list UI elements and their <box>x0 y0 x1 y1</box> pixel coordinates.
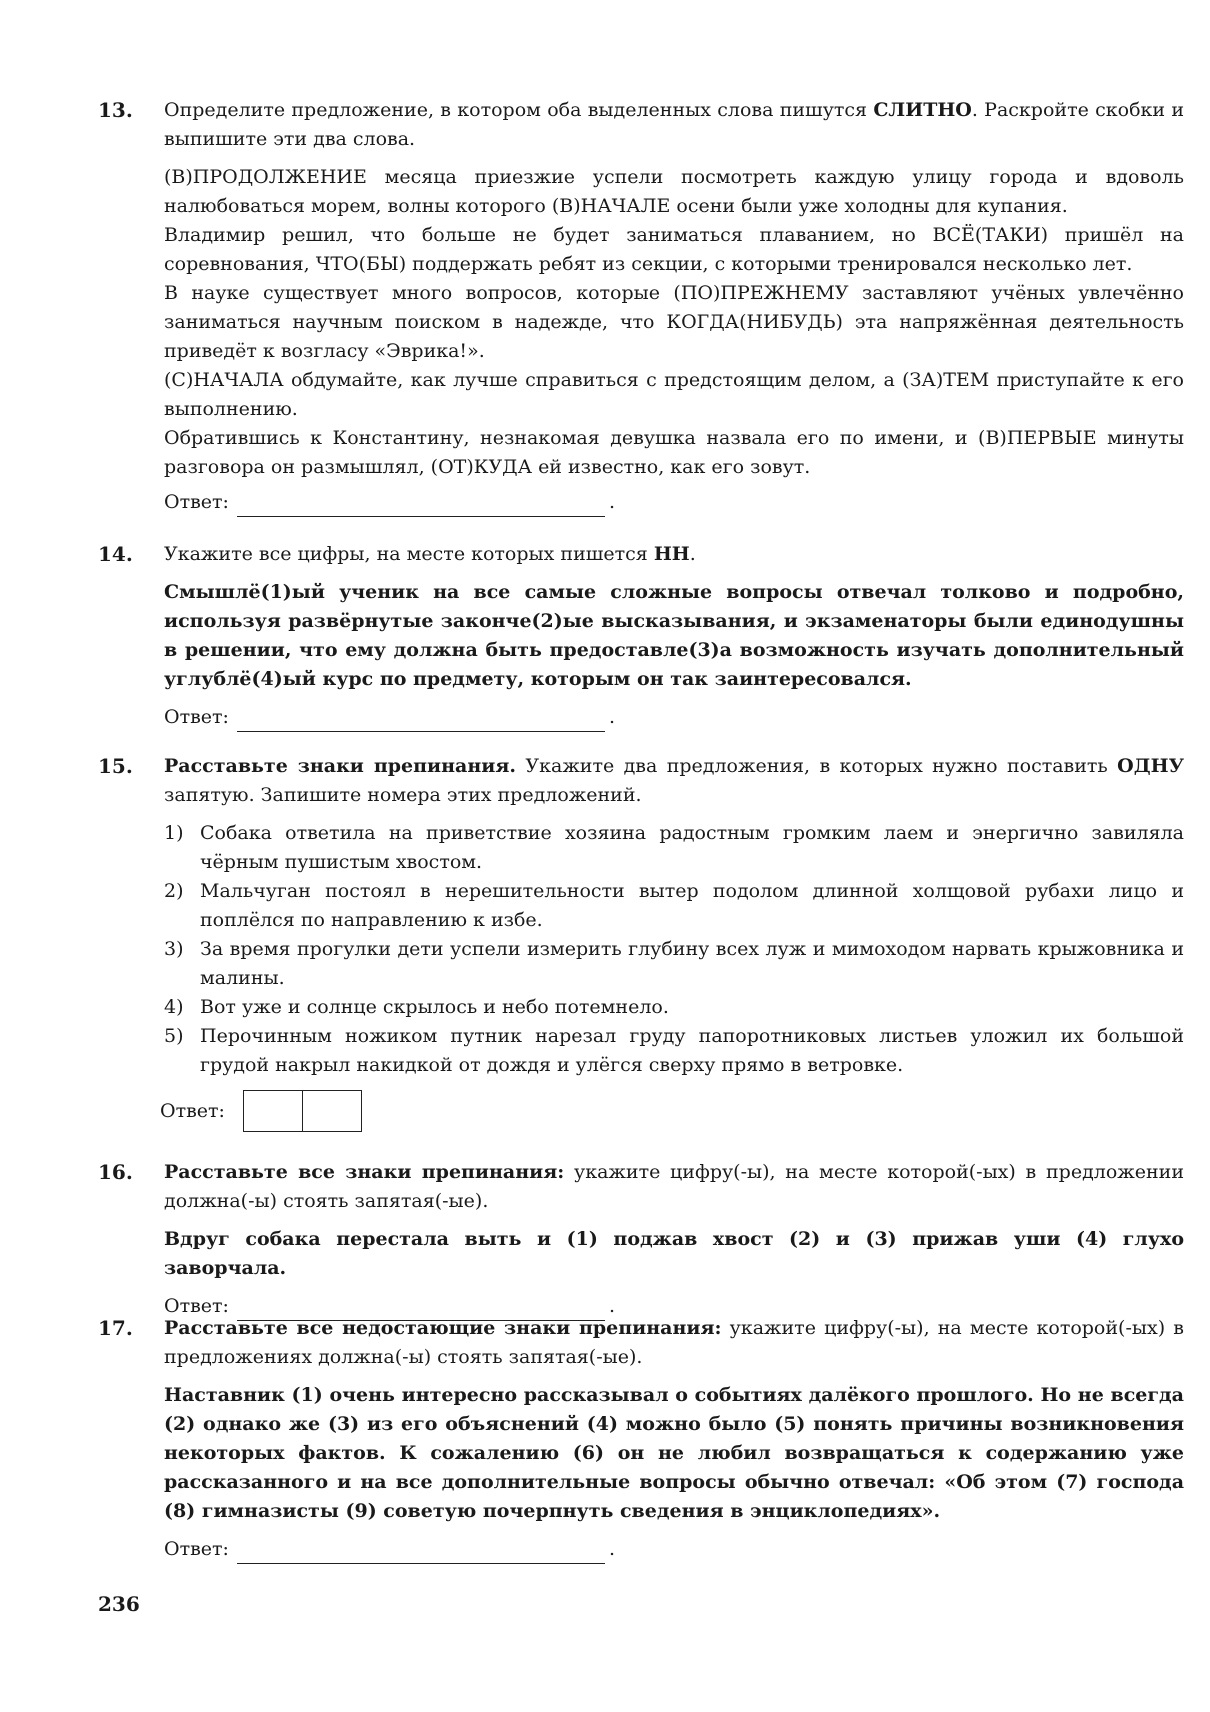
task-body <box>164 540 1184 732</box>
page-number: 236 <box>98 1592 140 1616</box>
task-number: 17. <box>98 1316 133 1340</box>
task-text: Наставник (1) очень интересно рассказывал о событиях далёкого прошлого. Но не всегда (2) однако же (3) из его объяснений (4) можно было (5) понять причины возникновения некоторых фактов. К сожалению (6) он не любил возвращаться к содержанию уже рассказанного и на все дополнительные вопросы обычно отвечал: «Об этом (7) господа (8) гимназисты (9) советую почерпнуть сведения в энциклопедиях». <box>164 1384 1184 1522</box>
answer-boxes <box>243 1090 362 1132</box>
answer-row <box>160 1090 1184 1132</box>
sentence-3: В науке существует много вопросов, которые (ПО)ПРЕЖНЕМУ заставляют учёных увлечённо заниматься научным поиском в надежде, что КОГДА(НИБУДЬ) эта напряжённая деятельность приведёт к возгласу «Эврика!». <box>164 282 1184 362</box>
sentence-1: (В)ПРОДОЛЖЕНИЕ месяца приезжие успели посмотреть каждую улицу города и вдоволь налюбоваться морем, волны которого (В)НАЧАЛЕ осени были уже холодны для купания. <box>164 166 1184 217</box>
sentence-list <box>164 819 1184 1080</box>
task-text: Смышлё(1)ый ученик на все самые сложные вопросы отвечал толково и подробно, используя развёрнутые законче(2)ые высказывания, и экзаменаторы были единодушны в решении, что ему должна быть предоставле(3)а возможность изучать дополнительный углублё(4)ый курс по предмету, которым он так заинтересовался. <box>164 581 1184 690</box>
sentence-2: Владимир решил, что больше не будет заниматься плаванием, но ВСЁ(ТАКИ) пришёл на соревнования, ЧТО(БЫ) поддержать ребят из секции, с которыми тренировался несколько лет. <box>164 224 1184 275</box>
answer-row: Ответ: . <box>164 1535 1184 1564</box>
list-item: 4) Вот уже и солнце скрылось и небо потемнело. <box>164 996 669 1018</box>
list-item: 5) Перочинным ножиком путник нарезал груду папоротниковых листьев уложил их большой грудой накрыл накидкой от дождя и улёгся сверху прямо в ветровке. <box>164 1025 1184 1076</box>
task-text: Вдруг собака перестала выть и (1) поджав хвост (2) и (3) прижав уши (4) глухо заворчала. <box>164 1228 1184 1279</box>
answer-label: Ответ: <box>164 1538 229 1560</box>
task-question: Расставьте знаки препинания. Укажите два предложения, в которых нужно поставить ОДНУ запятую. Запишите номера этих предложений. <box>164 755 1184 806</box>
task-body <box>164 96 1184 517</box>
task-question: Расставьте все недостающие знаки препинания: укажите цифру(-ы), на месте которой(-ых) в предложениях должна(-ы) стоять запятая(-ые). <box>164 1317 1184 1368</box>
answer-row: Ответ: . <box>164 703 1184 732</box>
list-item: 2) Мальчуган постоял в нерешительности вытер подолом длинной холщовой рубахи лицо и поплёлся по направлению к избе. <box>164 880 1184 931</box>
task-question: Расставьте все знаки препинания: укажите цифру(-ы), на месте которой(-ых) в предложении должна(-ы) стоять запятая(-ые). <box>164 1161 1184 1212</box>
answer-row: Ответ: . <box>164 1292 1184 1321</box>
answer-label: Ответ: <box>164 491 229 513</box>
answer-label: Ответ: <box>164 1295 229 1317</box>
answer-field[interactable] <box>237 494 605 517</box>
task-number: 13. <box>98 98 133 122</box>
sentence-5: Обратившись к Константину, незнакомая девушка назвала его по имени, и (В)ПЕРВЫЕ минуты разговора он размышлял, (ОТ)КУДА ей известно, как его зовут. <box>164 427 1184 478</box>
task-body <box>160 752 1184 1132</box>
answer-box[interactable] <box>302 1091 361 1131</box>
answer-label: Ответ: <box>164 706 229 728</box>
task-body <box>164 1158 1184 1321</box>
task-sentences <box>164 163 1184 482</box>
answer-box[interactable] <box>244 1091 302 1131</box>
sentence-4: (С)НАЧАЛА обдумайте, как лучше справиться с предстоящим делом, а (ЗА)ТЕМ приступайте к его выполнению. <box>164 369 1184 420</box>
task-body <box>164 1314 1184 1564</box>
task-question: Определите предложение, в котором оба выделенных слова пишутся СЛИТНО. Раскройте скобки и выпишите эти два слова. <box>164 99 1185 150</box>
list-item: 3) За время прогулки дети успели измерить глубину всех луж и мимоходом нарвать крыжовника и малины. <box>164 938 1184 989</box>
answer-field[interactable] <box>237 1541 605 1564</box>
answer-field[interactable] <box>237 709 605 732</box>
task-number: 16. <box>98 1160 133 1184</box>
task-number: 14. <box>98 542 133 566</box>
answer-label: Ответ: <box>160 1099 225 1122</box>
list-item: 1) Собака ответила на приветствие хозяина радостным громким лаем и энергично завиляла чёрным пушистым хвостом. <box>164 822 1184 873</box>
answer-row: Ответ: . <box>164 488 1184 517</box>
task-number: 15. <box>98 754 133 778</box>
task-question: Укажите все цифры, на месте которых пишется НН. <box>164 543 696 565</box>
